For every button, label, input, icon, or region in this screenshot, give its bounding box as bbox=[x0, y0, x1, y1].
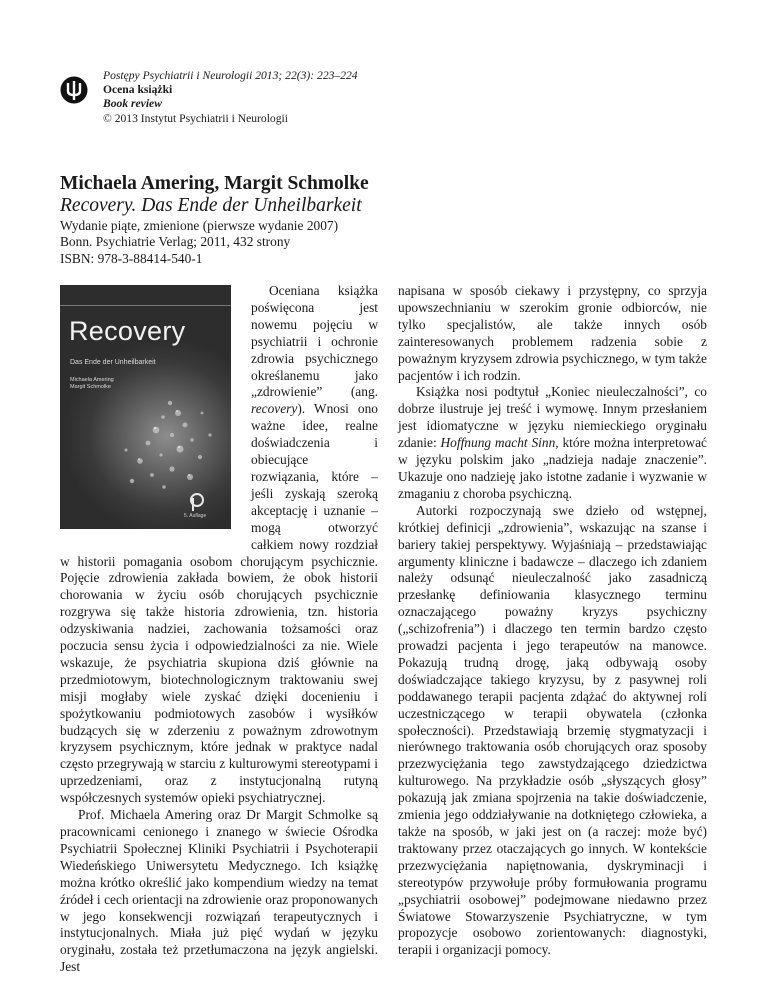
institute-logo-icon bbox=[60, 76, 88, 104]
cover-edition: 5. Auflage bbox=[184, 513, 207, 519]
cover-subtitle: Das Ende der Unheilbarkeit bbox=[70, 359, 156, 366]
paragraph bbox=[398, 384, 707, 502]
cover-author: Michaela Amering bbox=[70, 377, 114, 383]
paragraph: napisana w sposób ciekawy i przystępny, co sprzyja upowszechnianiu w szerokim gronie odbiorców, nie tylko specjalistów, ale także innych osób zainteresowanych problemem radzenia sobie z poważnym kryzysem zdrowia psychicznego, w tym także pacjentów i ich rodzin. bbox=[398, 283, 707, 383]
text-run: Książka nosi podtytuł „Koniec nieuleczalności”, co dobrze ilustruje jej treść i wymowę. Innym przesłaniem jest idiomatyczne w języku niemieckiego oryginału zdanie: bbox=[398, 384, 707, 451]
copyright-notice: © 2013 Instytut Psychiatrii i Neurologii bbox=[103, 111, 288, 125]
cover-authors bbox=[70, 377, 130, 391]
right-column bbox=[398, 283, 707, 959]
section-label: Ocena książki bbox=[103, 83, 173, 97]
book-cover-image bbox=[60, 285, 241, 533]
article-type: Book review bbox=[103, 97, 162, 111]
cover-author: Margit Schmolke bbox=[70, 384, 111, 390]
paragraph: Prof. Michaela Amering oraz Dr Margit Schmolke są pracownicami cenionego i znanego w świecie Ośrodka Psychiatrii Społecznej Kliniki Psychiatrii i Psychoterapii Wiedeńskiego Uniwersytetu Medycznego. Ich książkę można krótko określić jako kompendium wiedzy na temat źródeł i cech orientacji na zdrowienie oraz proponowanych w jego konsekwencji rozwiązań terapeutycznych i instytucjonalnych. Miała już pięć wydań w języku oryginału, została też przetłumaczona na język angielski. Jest bbox=[60, 807, 378, 975]
publisher-line: Bonn. Psychiatrie Verlag; 2011, 432 strony bbox=[60, 234, 291, 250]
text-run: ). Wnosi ono ważne idee, realne doświadczenia i obiecujące rozwiązania, które – jeśli zyskają szeroką akceptację i uznanie – mogą otworzyć całkiem nowy rozdział w historii pomagania osobom chorującym psychicznie. Pojęcie zdrowienia zakłada bowiem, że obok historii chorowania w życiu osób chorujących psychicznie rozgrywa się także historia zdrowienia, tzn. historia odzyskiwania nadziei, zachowania tożsamości oraz poczucia sensu życia i odpowiedzialności za nie. Wiele wskazuje, że psychiatria skupiona dziś głównie na przedmiotowym, biotechnologicznym traktowaniu swej misji mogłaby wiele zyskać dzięki docenieniu i spożytkowaniu podmiotowych zasobów i wysiłków budzących się w zderzeniu z poważnym zdrowotnym kryzysem psychicznym, które jednak w praktyce nadal często przegrywają w starciu z kulturowymi stereotypami i uprzedzeniami, oraz z instytucjonalną rutyną współczesnych systemów opieki psychiatrycznej. bbox=[60, 401, 378, 806]
book-authors: Michaela Amering, Margit Schmolke bbox=[60, 173, 369, 194]
journal-citation: Postępy Psychiatrii i Neurologii 2013; 22(3): 223–224 bbox=[103, 69, 358, 82]
italic-quote: Hoffnung macht Sinn bbox=[440, 435, 556, 451]
cover-title: Recovery bbox=[69, 316, 186, 346]
text-run: Oceniana książka poświęcona jest nowemu pojęciu w psychiatrii i ochronie zdrowia psychicznego określanemu jako „zdrowienie” (ang. bbox=[251, 283, 378, 400]
left-column bbox=[60, 283, 378, 976]
paragraph: Autorki rozpoczynają swe dzieło od wstępnej, krótkiej definicji „zdrowienia”, wskazując na szanse i bariery takiej perspektywy. Wyjaśniają – przedstawiając argumenty kliniczne i badawcze – dlaczego ich zdaniem należy odsunąć nieuleczalność jako zasadniczą przesłankę definiowania klasycznego terminu oznaczającego poważny kryzys psychiczny („schizofrenia”) i dlaczego ten termin bardzo często prowadzi pacjenta i jego terapeutów na manowce. Pokazują trudną drogę, jaką odbywają osoby doświadczające takiego kryzysu, by z pasywnej roli poddawanego terapii pacjenta zdążać do aktywnej roli uczestniczącego w terapii obywatela (członka społeczności). Przedstawiają brzemię stygmatyzacji i nierównego traktowania osób chorujących oraz sposoby przezwyciężania tego zawstydzającego dziedzictwa kulturowego. Na przykładzie osób „słyszących głosy” pokazują jak zmiana spojrzenia na takie doświadczenie, zmienia jego oddziaływanie na dotkniętego człowieka, a także na sposób, w jaki jest on (a raczej: może być) traktowany przez otaczających go innych. W kontekście przezwyciężania napiętnowania, dyskryminacji i stereotypów przywołuje próby formułowania programu „psychiatrii osobowej” podejmowane niedawno przez Światowe Stowarzyszenie Psychiatryczne, w tym propozycje osobowo zorientowanych: diagnostyki, terapii i organizacji pomocy. bbox=[398, 502, 707, 958]
isbn-line: ISBN: 978-3-88414-540-1 bbox=[60, 250, 203, 266]
publication-info bbox=[60, 218, 338, 267]
text-run: , które można interpretować w języku polskim jako „nadzieja nadaje znaczenie”. Ukazuje ono nadzieję jako istotne zadanie i wyzwanie w zmaganiu z choroba psychiczną. bbox=[398, 435, 707, 501]
italic-term: recovery bbox=[251, 401, 298, 417]
book-title: Recovery. Das Ende der Unheilbarkeit bbox=[60, 195, 362, 216]
edition-line: Wydanie piąte, zmienione (pierwsze wydanie 2007) bbox=[60, 218, 339, 233]
